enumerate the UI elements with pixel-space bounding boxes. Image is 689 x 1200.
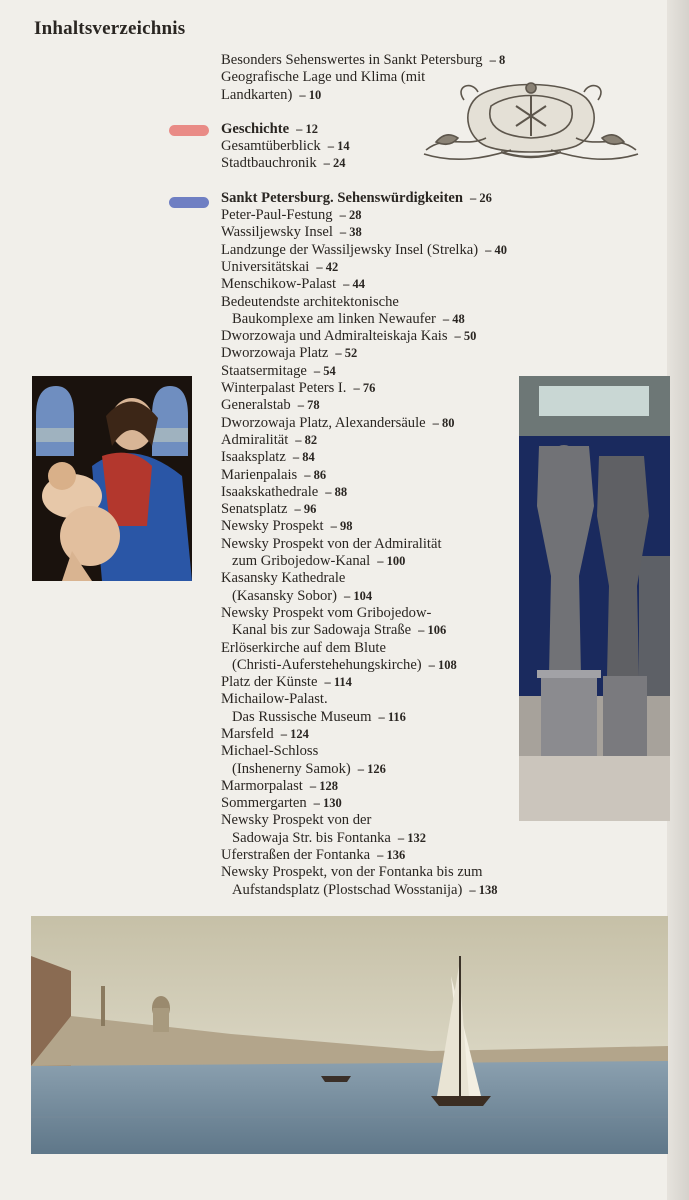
toc-page-number: – 26: [470, 190, 492, 205]
page-edge: [667, 0, 689, 1200]
toc-entry: [221, 242, 571, 259]
toc-entry: [221, 69, 571, 86]
toc-entry: [221, 328, 571, 345]
toc-page-number: – 126: [357, 761, 386, 776]
toc-entry: [221, 847, 571, 864]
toc-spacer: [221, 104, 571, 121]
toc-entry-title: Platz der Künste: [221, 674, 318, 691]
toc-entry-title: Uferstraßen der Fontanka: [221, 847, 371, 864]
neva-panorama-painting: [31, 916, 668, 1154]
toc-entry-title: Sadowaja Str. bis Fontanka: [232, 829, 391, 846]
toc-entry-title: Landzunge der Wassiljewsky Insel (Strelka): [221, 241, 479, 258]
toc-page-number: – 12: [296, 121, 318, 136]
toc-entry-title: (Inshenerny Samok): [232, 760, 351, 777]
toc-entry-title: Newsky Prospekt, von der Fontanka bis zum: [221, 864, 483, 881]
toc-entry: [221, 259, 571, 276]
toc-entry-title: zum Gribojedow-Kanal: [232, 553, 371, 570]
toc-entry-title: Kanal bis zur Sadowaja Straße: [232, 622, 412, 639]
toc-entry-title: Sommergarten: [221, 795, 307, 812]
toc-entry: [221, 138, 571, 155]
toc-page-number: – 38: [339, 225, 362, 240]
toc-page-number: – 98: [330, 519, 353, 534]
section-marker-geschichte: [169, 125, 209, 136]
toc-page-number: – 128: [309, 778, 338, 793]
toc-page-number: – 114: [324, 675, 352, 690]
madonna-litta-painting: [32, 376, 192, 581]
toc-entry-title: Geografische Lage und Klima (mit: [221, 69, 426, 86]
toc-page-number: – 42: [316, 259, 339, 274]
toc-entry-title: Dworzowaja Platz: [221, 345, 329, 362]
toc-page-number: – 80: [432, 415, 455, 430]
toc-page-number: – 96: [294, 502, 317, 517]
toc-page-number: – 48: [442, 311, 465, 326]
toc-entry-title: Besonders Sehenswertes in Sankt Petersburg: [221, 52, 483, 68]
toc-entry-title: Geschichte: [221, 120, 290, 137]
toc-page-number: – 52: [335, 346, 358, 361]
toc-page-number: – 24: [323, 156, 346, 171]
atlantes-portico-photo: [519, 376, 670, 821]
toc-entry-title: Baukomplexe am linken Newaufer: [232, 310, 436, 327]
toc-entry: [221, 155, 571, 172]
toc-page-number: – 106: [418, 623, 447, 638]
toc-entry: [221, 882, 571, 899]
toc-section-heading: [221, 121, 571, 138]
toc-page-number: – 104: [343, 588, 373, 603]
toc-page-number: – 86: [304, 467, 327, 482]
toc-entry-title: Admiralität: [221, 431, 289, 448]
toc-entry: [221, 52, 571, 69]
toc-entry: [221, 207, 571, 224]
toc-entry-title: Bedeutendste architektonische: [221, 293, 399, 310]
toc-entry-title: Das Russische Museum: [232, 708, 372, 725]
toc-page-number: – 130: [313, 796, 342, 811]
toc-page-number: – 84: [292, 450, 315, 465]
toc-entry-title: Sankt Petersburg. Sehenswürdigkeiten: [221, 189, 464, 206]
toc-entry-title: Gesamtüberblick: [221, 138, 321, 155]
toc-page-number: – 138: [469, 882, 498, 897]
toc-entry-title: Dworzowaja Platz, Alexandersäule: [221, 414, 426, 431]
toc-entry-title: Isaaksplatz: [221, 449, 286, 466]
toc-entry-title: Peter-Paul-Festung: [221, 207, 333, 224]
toc-entry-title: Newsky Prospekt von der Admiralität: [221, 535, 442, 552]
toc-entry: [221, 311, 571, 328]
toc-entry-title: Stadtbauchronik: [221, 155, 317, 172]
toc-page-number: – 54: [313, 363, 336, 378]
toc-entry: [221, 294, 571, 311]
toc-entry-title: (Kasansky Sobor): [232, 587, 337, 604]
toc-entry: [221, 87, 571, 104]
toc-entry: [221, 864, 571, 881]
toc-page-number: – 50: [454, 329, 477, 344]
toc-page-number: – 78: [297, 398, 320, 413]
toc-entry-title: Marienpalais: [221, 466, 298, 483]
toc-page-number: – 44: [343, 277, 365, 292]
toc-entry-title: Staatsermitage: [221, 362, 307, 379]
toc-entry-title: Isaakskathedrale: [221, 483, 319, 500]
toc-entry-title: Aufstandsplatz (Plostschad Wosstanija): [232, 881, 463, 898]
toc-entry-title: Newsky Prospekt: [221, 518, 324, 535]
toc-entry-title: Wassiljewsky Insel: [221, 224, 333, 241]
toc-entry: [221, 276, 571, 293]
toc-entry-title: Landkarten): [221, 86, 293, 103]
toc-page-number: – 10: [299, 87, 322, 102]
toc-entry-title: Michailow-Palast.: [221, 691, 328, 708]
toc-spacer: [221, 173, 571, 190]
toc-entry-title: Marmorpalast: [221, 777, 303, 794]
toc-page-number: – 14: [327, 139, 350, 154]
toc-page-number: – 76: [353, 381, 376, 396]
toc-page-number: – 136: [377, 848, 406, 863]
toc-page-number: – 28: [339, 208, 362, 223]
toc-page-number: – 88: [325, 484, 348, 499]
toc-page-number: – 40: [485, 242, 507, 257]
toc-entry: [221, 224, 571, 241]
toc-entry-title: Erlöserkirche auf dem Blute: [221, 639, 386, 656]
toc-entry-title: Menschikow-Palast: [221, 276, 337, 293]
toc-entry-title: Senatsplatz: [221, 501, 288, 518]
toc-page-number: – 108: [428, 657, 457, 672]
toc-entry-title: Michael-Schloss: [221, 743, 319, 760]
toc-section-heading: [221, 190, 571, 207]
toc-page-number: – 100: [377, 554, 406, 569]
toc-entry-title: Kasansky Kathedrale: [221, 570, 346, 587]
toc-entry-title: Dworzowaja und Admiralteiskaja Kais: [221, 328, 448, 345]
toc-entry-title: Winterpalast Peters I.: [221, 380, 347, 397]
toc-entry-title: Universitätskai: [221, 258, 310, 275]
toc-entry: [221, 830, 571, 847]
toc-entry-title: Newsky Prospekt vom Gribojedow-: [221, 604, 432, 621]
toc-page-number: – 132: [397, 830, 427, 845]
toc-page-number: – 124: [280, 726, 309, 741]
toc-page-number: – 82: [295, 432, 318, 447]
page-title: Inhaltsverzeichnis: [34, 18, 186, 39]
toc-page-number: – 8: [489, 53, 506, 67]
toc-entry-title: Generalstab: [221, 397, 291, 414]
toc-entry-title: Marsfeld: [221, 725, 274, 742]
toc-page-number: – 116: [378, 709, 406, 724]
toc-entry-title: Newsky Prospekt von der: [221, 812, 372, 829]
toc-entry-title: (Christi-Auferstehehungskirche): [232, 656, 422, 673]
toc-entry: [221, 345, 571, 362]
section-marker-sehenswuerdigkeiten: [169, 197, 209, 208]
